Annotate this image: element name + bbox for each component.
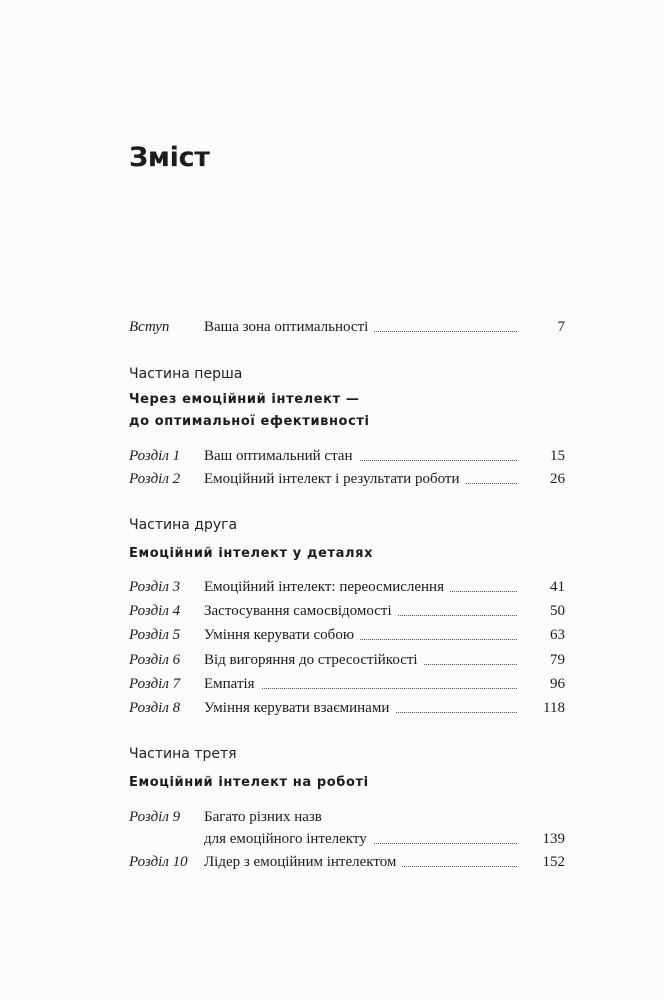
toc-entry-page: 41 (550, 579, 565, 595)
toc-entry-title: Уміння керувати собою (204, 624, 360, 646)
toc-entry-title: Ваш оптимальний стан (204, 445, 359, 467)
toc-entry-label: Розділ 8 (129, 700, 181, 716)
toc-entry-title: Емоційний інтелект: переосмислення (204, 576, 450, 598)
toc-entry-title: Емоційний інтелект і результати роботи (204, 468, 465, 490)
toc-entry[interactable] (129, 576, 565, 598)
part-label: Частина перша (129, 366, 243, 382)
toc-entry-title: Уміння керувати взаєминами (204, 697, 395, 719)
toc-entry-label: Вступ (129, 319, 170, 335)
toc-entry-page: 50 (550, 603, 565, 619)
toc-entry-title: Лідер з емоційним інтелектом (204, 851, 402, 873)
toc-entry-page: 152 (542, 854, 565, 870)
toc-entry-title: Ваша зона оптимальності (204, 316, 374, 338)
toc-entry[interactable] (129, 624, 565, 646)
part-label: Частина друга (129, 517, 238, 533)
toc-entry-title-line: для емоційного інтелекту (204, 831, 367, 847)
toc-entry[interactable] (129, 600, 565, 622)
toc-entry-label: Розділ 10 (129, 854, 188, 870)
toc-entry-label: Розділ 3 (129, 579, 181, 595)
toc-entry-title: Емпатія (204, 673, 261, 695)
toc-entry-label: Розділ 4 (129, 603, 181, 619)
toc-entry-label: Розділ 9 (129, 809, 181, 825)
part-title (129, 389, 370, 433)
toc-entry-page: 139 (542, 831, 565, 847)
toc-entry-title (204, 806, 373, 850)
toc-entry[interactable] (129, 673, 565, 695)
toc-entry[interactable] (129, 851, 565, 873)
toc-entry-title: Від вигоряння до стресостійкості (204, 649, 424, 671)
part-title (129, 543, 373, 565)
toc-entry-title: Застосування самосвідомості (204, 600, 398, 622)
toc-entry-page: 26 (550, 471, 565, 487)
toc-entry[interactable] (129, 445, 565, 467)
part-title (129, 772, 369, 794)
part-title-line: до оптимальної ефективності (129, 414, 370, 429)
toc-entry[interactable] (129, 649, 565, 671)
toc-entry-intro[interactable] (129, 316, 565, 338)
toc-entry-page: 79 (550, 652, 565, 668)
toc-entry[interactable] (129, 468, 565, 490)
toc-entry-title-line: Багато різних назв (204, 809, 322, 825)
toc-entry[interactable] (129, 697, 565, 719)
toc-entry-label: Розділ 2 (129, 471, 181, 487)
page-title: Зміст (129, 142, 210, 173)
toc-entry-page: 63 (550, 627, 565, 643)
part-title-line: Емоційний інтелект у деталях (129, 546, 374, 561)
part-label: Частина третя (129, 746, 237, 762)
toc-entry-label: Розділ 7 (129, 676, 181, 692)
toc-entry-page: 96 (550, 676, 565, 692)
toc-entry[interactable] (129, 806, 565, 850)
part-title-line: Емоційний інтелект на роботі (129, 775, 369, 790)
toc-entry-label: Розділ 6 (129, 652, 181, 668)
part-title-line: Через емоційний інтелект — (129, 392, 360, 407)
toc-entry-page: 15 (550, 448, 565, 464)
toc-entry-page: 7 (557, 319, 565, 335)
toc-entry-label: Розділ 5 (129, 627, 181, 643)
toc-entry-page: 118 (543, 700, 565, 716)
toc-entry-label: Розділ 1 (129, 448, 181, 464)
